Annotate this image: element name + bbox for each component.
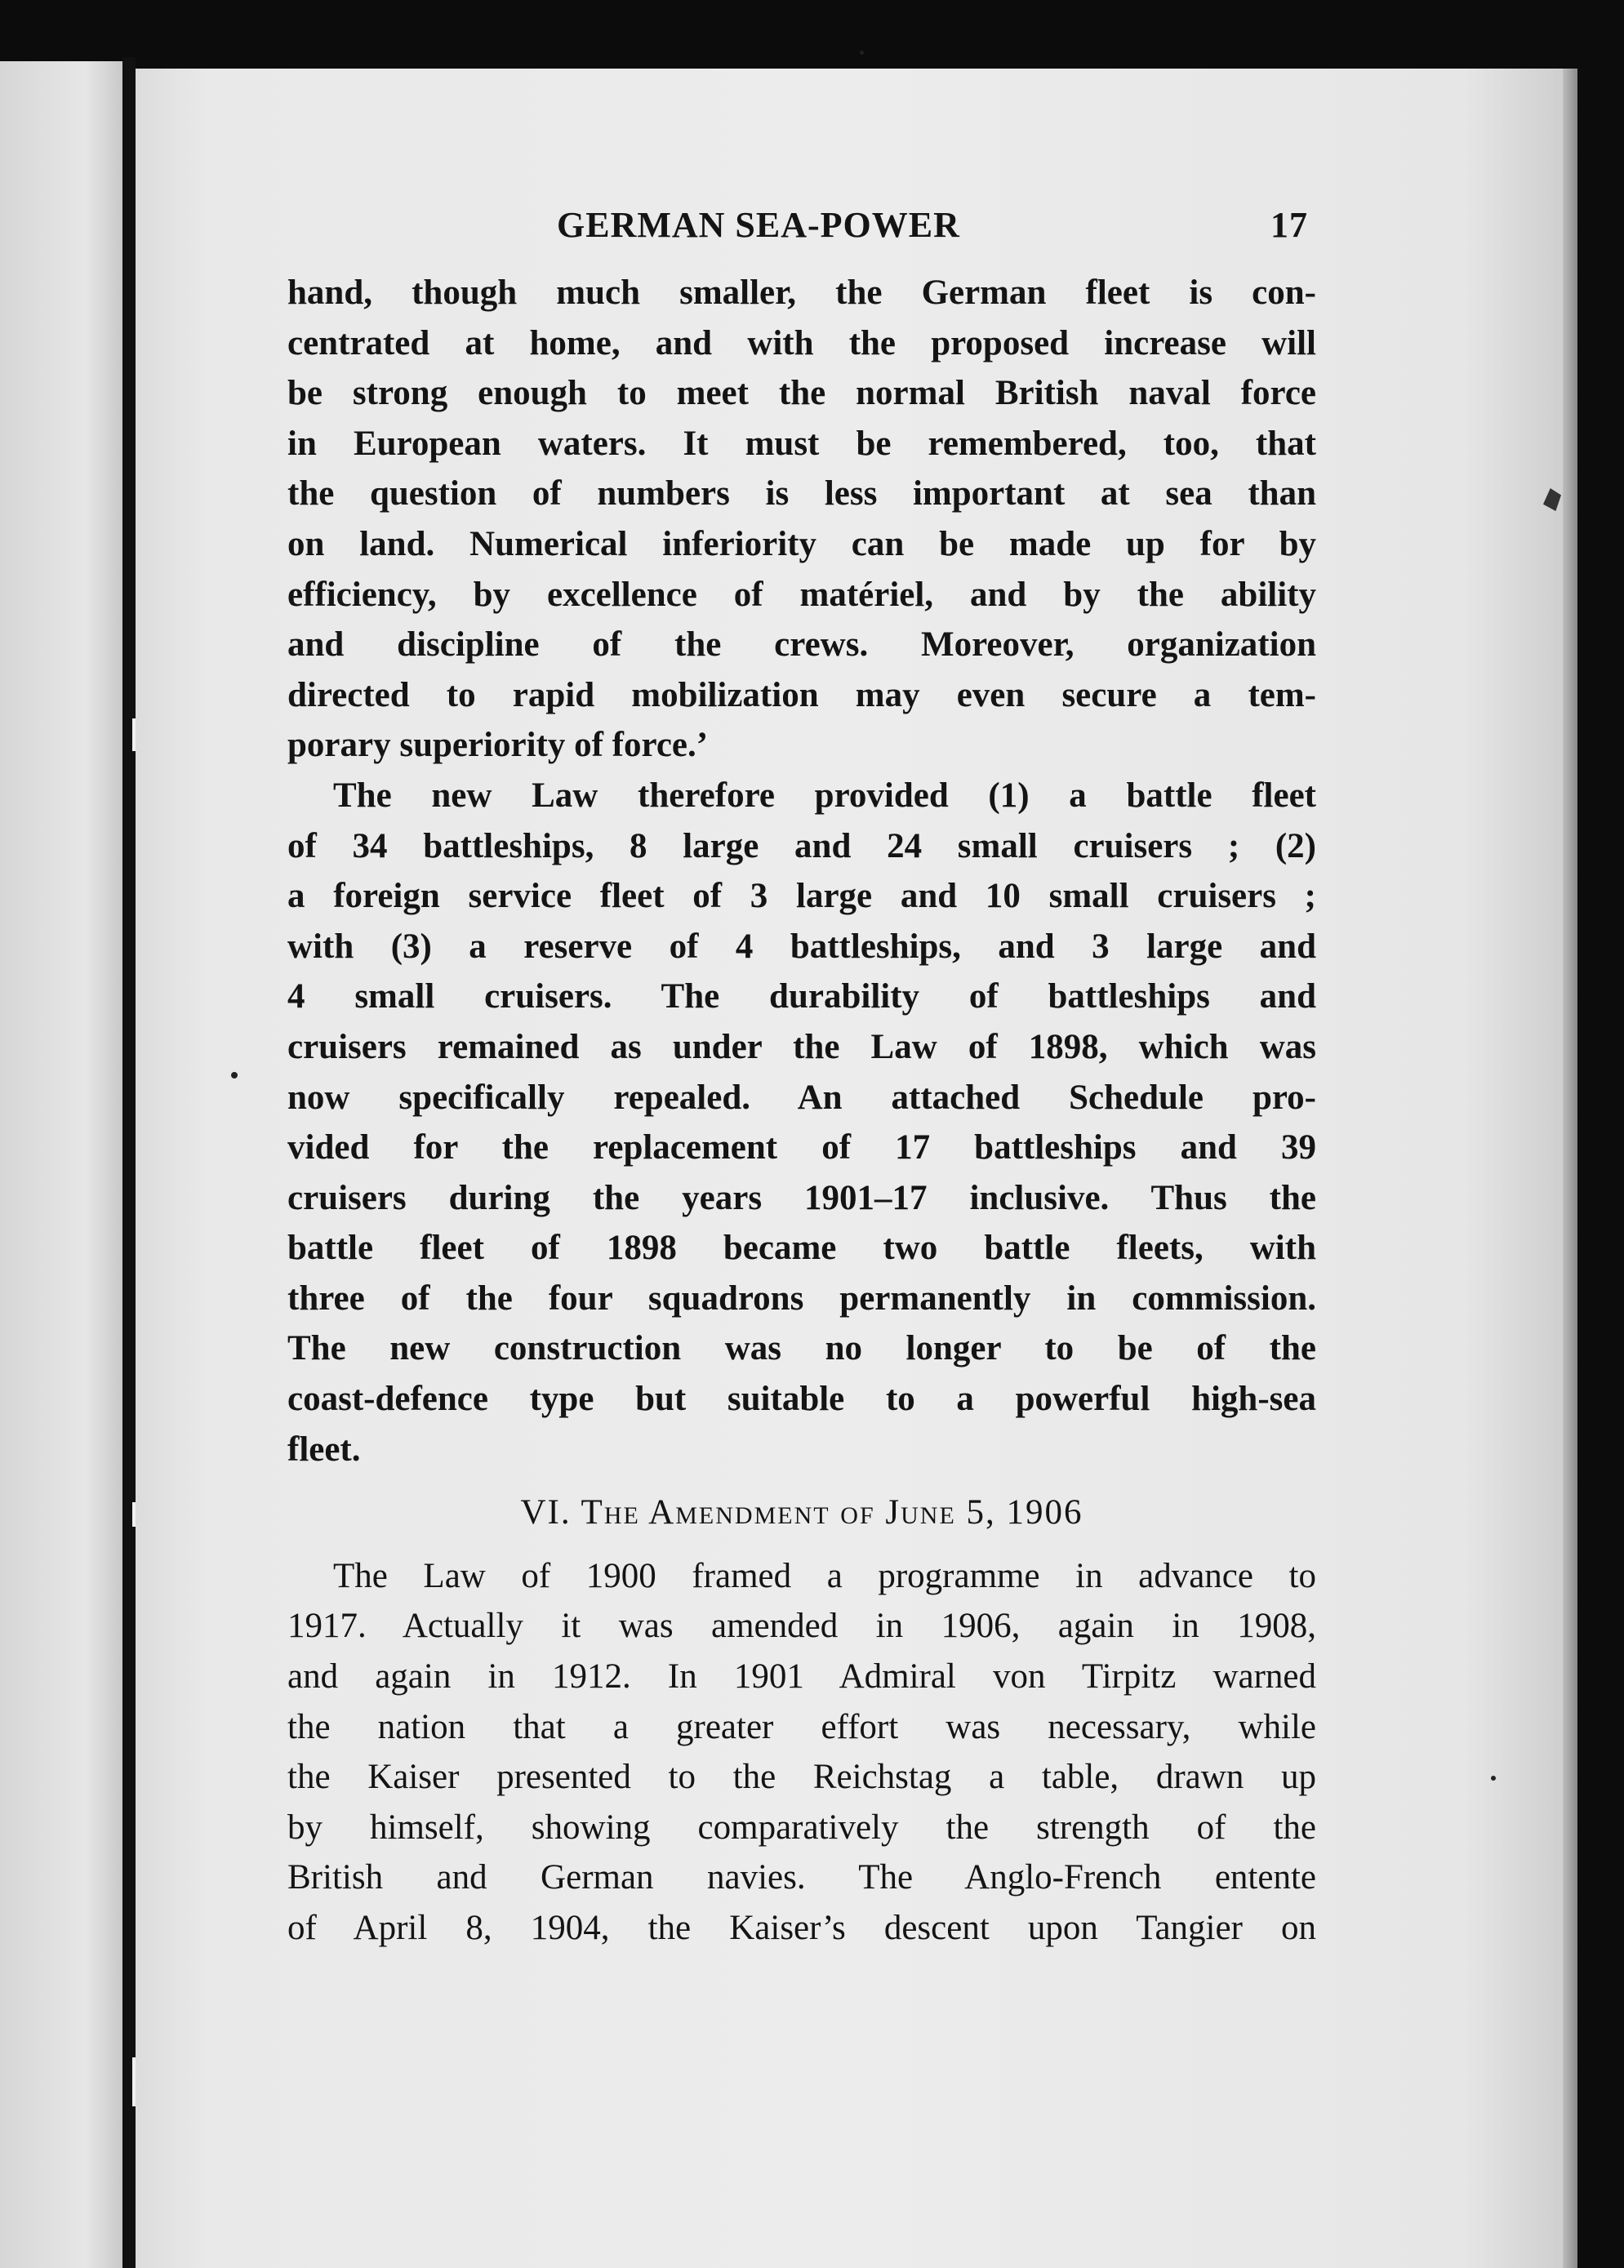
text-line: cruisers during the years 1901–17 inclusive. Thus the [287, 1178, 1316, 1217]
text-line: and discipline of the crews. Moreover, organization [287, 625, 1316, 665]
section-heading: VI. The Amendment of June 5, 1906 [520, 1493, 1083, 1532]
text-line: on land. Numerical inferiority can be made up for by [287, 524, 1316, 563]
text-line: directed to rapid mobilization may even secure a tem- [287, 675, 1316, 714]
book-gutter [122, 57, 136, 2268]
text-line: efficiency, by excellence of matériel, and by the ability [287, 575, 1316, 614]
text-line: porary superiority of force.’ [287, 726, 709, 765]
text-line: cruisers remained as under the Law of 1898, which was [287, 1027, 1316, 1066]
text-line: of April 8, 1904, the Kaiser’s descent upon Tangier on [287, 1909, 1316, 1947]
text-line: be strong enough to meet the normal British naval force [287, 374, 1316, 413]
text-line: The new Law therefore provided (1) a battle fleet [333, 776, 1316, 815]
facing-page-edge [0, 61, 122, 2268]
text-line: centrated at home, and with the proposed increase will [287, 323, 1316, 362]
scan-speck [1491, 1776, 1496, 1781]
text-line: British and German navies. The Anglo-French entente [287, 1858, 1316, 1897]
text-line: of 34 battleships, 8 large and 24 small cruisers ; (2) [287, 826, 1316, 865]
text-line: now specifically repealed. An attached Schedule pro- [287, 1078, 1316, 1117]
scan-speck [860, 51, 864, 55]
running-head [287, 204, 1316, 268]
text-line: The Law of 1900 framed a programme in advance to [333, 1556, 1316, 1595]
running-title: GERMAN SEA-POWER [557, 205, 960, 245]
text-line: coast-defence type but suitable to a powerful high-sea [287, 1380, 1316, 1419]
page-right-edge [1563, 69, 1577, 2268]
body-text-top [287, 268, 1316, 1474]
text-line: with (3) a reserve of 4 battleships, and 3 large and [287, 927, 1316, 966]
page-number: 17 [1270, 205, 1308, 245]
page-text [287, 204, 1316, 1954]
text-line: vided for the replacement of 17 battleships and 39 [287, 1128, 1316, 1167]
body-text-bottom [287, 1551, 1316, 1954]
text-line: the Kaiser presented to the Reichstag a table, drawn up [287, 1758, 1316, 1797]
text-line: a foreign service fleet of 3 large and 10 small cruisers ; [287, 877, 1316, 916]
text-line: the nation that a greater effort was necessary, while [287, 1707, 1316, 1746]
text-line: three of the four squadrons permanently in commission. [287, 1279, 1316, 1318]
text-line: by himself, showing comparatively the strength of the [287, 1808, 1316, 1847]
text-line: 1917. Actually it was amended in 1906, again in 1908, [287, 1607, 1316, 1646]
text-line: 4 small cruisers. The durability of battleships and [287, 977, 1316, 1016]
text-line: The new construction was no longer to be of the [287, 1329, 1316, 1368]
text-line: fleet. [287, 1430, 361, 1469]
text-line: battle fleet of 1898 became two battle fleets, with [287, 1229, 1316, 1268]
text-line: hand, though much smaller, the German fleet is con- [287, 273, 1316, 312]
text-line: in European waters. It must be remembered, too, that [287, 424, 1316, 463]
text-line: the question of numbers is less important at sea than [287, 474, 1316, 514]
text-line: and again in 1912. In 1901 Admiral von Tirpitz warned [287, 1657, 1316, 1697]
scan-speck [231, 1072, 238, 1078]
